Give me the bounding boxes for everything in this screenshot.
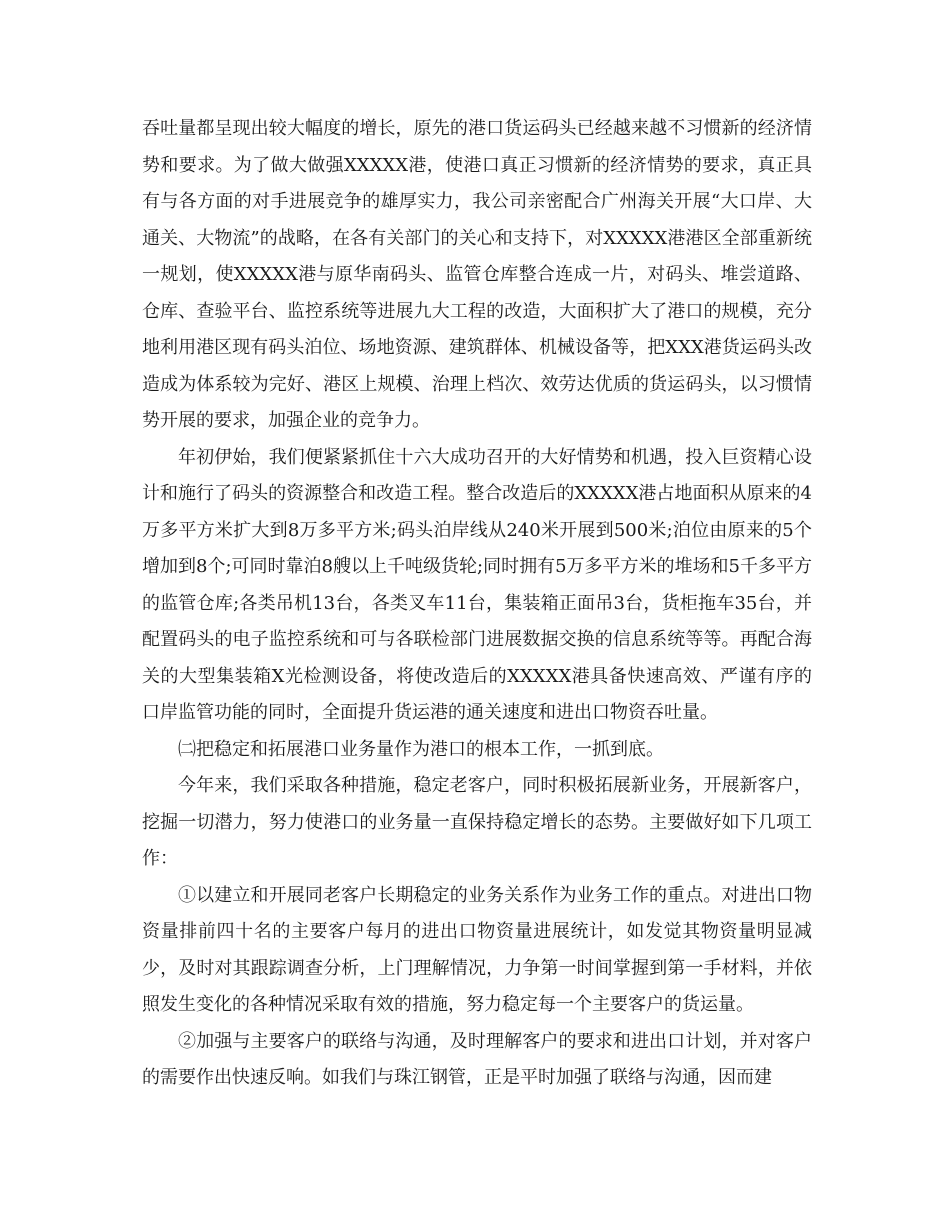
paragraph-1: 吞吐量都呈现出较大幅度的增长，原先的港口货运码头已经越来越不习惯新的经济情势和要求。为了做大做强XXXXX港，使港口真正习惯新的经济情势的要求，真正具有与各方面的对手进展竞争的雄厚实力，我公司亲密配合广州海关开展“大口岸、大通关、大物流”的战略，在各有关部门的关心和支持下，对XXXXX港港区全部重新统一规划，使XXXXX港与原华南码头、监管仓库整合连成一片，对码头、堆尝道路、仓库、查验平台、监控系统等进展九大工程的改造，大面积扩大了港口的规模，充分地利用港区现有码头泊位、场地资源、建筑群体、机械设备等，把XXX港货运码头改造成为体系较为完好、港区上规模、治理上档次、效劳达优质的货运码头，以习惯情势开展的要求，加强企业的竞争力。: [142, 118, 812, 431]
paragraph-4: 今年来，我们采取各种措施，稳定老客户，同时积极拓展新业务，开展新客户，挖掘一切潜力，努力使港口的业务量一直保持稳定增长的态势。主要做好如下几项工作：: [142, 775, 812, 869]
paragraph-3-section-heading: ㈡把稳定和拓展港口业务量作为港口的根本工作，一抓到底。: [178, 738, 664, 760]
paragraph-6: ②加强与主要客户的联络与沟通，及时理解客户的要求和进出口计划，并对客户的需要作出快速反响。如我们与珠江钢管，正是平时加强了联络与沟通，因而建: [142, 1030, 812, 1088]
document-page: [142, 111, 812, 1097]
paragraph-5: ①以建立和开展同老客户长期稳定的业务关系作为业务工作的重点。对进出口物资量排前四十名的主要客户每月的进出口物资量进展统计，如发觉其物资量明显减少，及时对其跟踪调查分析，上门理解情况，力争第一时间掌握到第一手材料，并依照发生变化的各种情况采取有效的措施，努力稳定每一个主要客户的货运量。: [142, 884, 812, 1015]
paragraph-2: 年初伊始，我们便紧紧抓住十六大成功召开的大好情势和机遇，投入巨资精心设计和施行了码头的资源整合和改造工程。整合改造后的XXXXX港占地面积从原来的4万多平方米扩大到8万多平方米;码头泊岸线从240米开展到500米;泊位由原来的5个增加到8个;可同时靠泊8艘以上千吨级货轮;同时拥有5万多平方米的堆场和5千多平方的监管仓库;各类吊机13台，各类叉车11台，集装箱正面吊3台，货柜拖车35台，并配置码头的电子监控系统和可与各联检部门进展数据交换的信息系统等等。再配合海关的大型集装箱X光检测设备，将使改造后的XXXXX港具备快速高效、严谨有序的口岸监管功能的同时，全面提升货运港的通关速度和进出口物资吞吐量。: [142, 446, 812, 723]
